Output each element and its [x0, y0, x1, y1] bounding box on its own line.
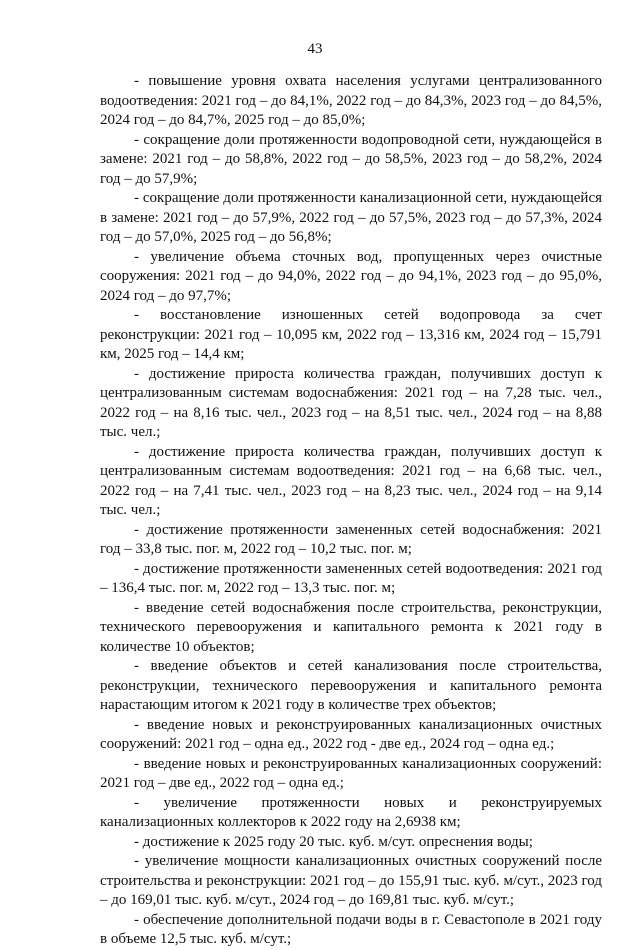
- list-item: - достижение к 2025 году 20 тыс. куб. м/сут. опреснения воды;: [134, 833, 533, 850]
- list-item: - введение новых и реконструированных канализационных очистных сооружений: 2021 год – одна ед., 2022 год - две ед., 2024 год – одна ед.;: [100, 716, 602, 752]
- list-item: - достижение прироста количества граждан, получивших доступ к централизованным системам водоотведения: 2021 год – на 6,68 тыс. чел., 2022 год – на 7,41 тыс. чел., 2023 год – на 8,23 тыс. чел., 2024 год – на 9,14 тыс. чел.;: [100, 443, 602, 518]
- list-item: - достижение протяженности замененных сетей водоотведения: 2021 год – 136,4 тыс. пог. м, 2022 год – 13,3 тыс. пог. м;: [100, 560, 602, 596]
- list-item: - увеличение объема сточных вод, пропущенных через очистные сооружения: 2021 год – до 94,0%, 2022 год – до 94,1%, 2023 год – до 95,0%, 2024 год – до 97,7%;: [100, 248, 602, 304]
- list-item: - сокращение доли протяженности водопроводной сети, нуждающейся в замене: 2021 год – до 58,8%, 2022 год – до 58,5%, 2023 год – до 58,2%, 2024 год – до 57,9%;: [100, 131, 602, 187]
- list-item: - восстановление изношенных сетей водопровода за счет реконструкции: 2021 год – 10,095 км, 2022 год – 13,316 км, 2024 год – 15,791 км, 2025 год – 14,4 км;: [100, 307, 602, 362]
- list-item: - достижение прироста количества граждан, получивших доступ к централизованным системам водоснабжения: 2021 год – на 7,28 тыс. чел., 2022 год – на 8,16 тыс. чел., 2023 год – на 8,51 тыс. чел., 2024 год – на 8,88 тыс. чел.;: [100, 365, 602, 440]
- list-item: - увеличение мощности канализационных очистных сооружений после строительства и реконструкции: 2021 год – до 155,91 тыс. куб. м/сут., 2023 год – до 169,01 тыс. куб. м/сут., 2024 год – до 169,81 тыс. куб. м/сут.;: [100, 853, 602, 908]
- list-item: - введение объектов и сетей канализования после строительства, реконструкции, технического перевооружения и капитального ремонта нарастающим итогом к 2021 году в количестве трех объектов;: [100, 658, 602, 713]
- list-item: - обеспечение дополнительной подачи воды в г. Севастополе в 2021 году в объеме 12,5 тыс. куб. м/сут.;: [100, 911, 602, 947]
- body-text: [100, 72, 602, 950]
- list-item: - сокращение доли протяженности канализационной сети, нуждающейся в замене: 2021 год – до 57,9%, 2022 год – до 57,5%, 2023 год – до 57,3%, 2024 год – до 57,0%, 2025 год – до 56,8%;: [100, 190, 602, 245]
- list-item: - повышение уровня охвата населения услугами централизованного водоотведения: 2021 год – до 84,1%, 2022 год – до 84,3%, 2023 год – до 84,5%, 2024 год – до 84,7%, 2025 год – до 85,0%;: [100, 73, 602, 128]
- list-item: - введение новых и реконструированных канализационных сооружений: 2021 год – две ед., 2022 год – одна ед.;: [100, 755, 602, 791]
- list-item: - увеличение протяженности новых и реконструируемых канализационных коллекторов к 2022 году на 2,6938 км;: [100, 794, 602, 830]
- list-item: - введение сетей водоснабжения после строительства, реконструкции, технического перевооружения и капитального ремонта к 2021 году в количестве 10 объектов;: [100, 599, 602, 655]
- page-number: 43: [307, 41, 323, 57]
- list-item: - достижение протяженности замененных сетей водоснабжения: 2021 год – 33,8 тыс. пог. м, 2022 год – 10,2 тыс. пог. м;: [100, 521, 602, 557]
